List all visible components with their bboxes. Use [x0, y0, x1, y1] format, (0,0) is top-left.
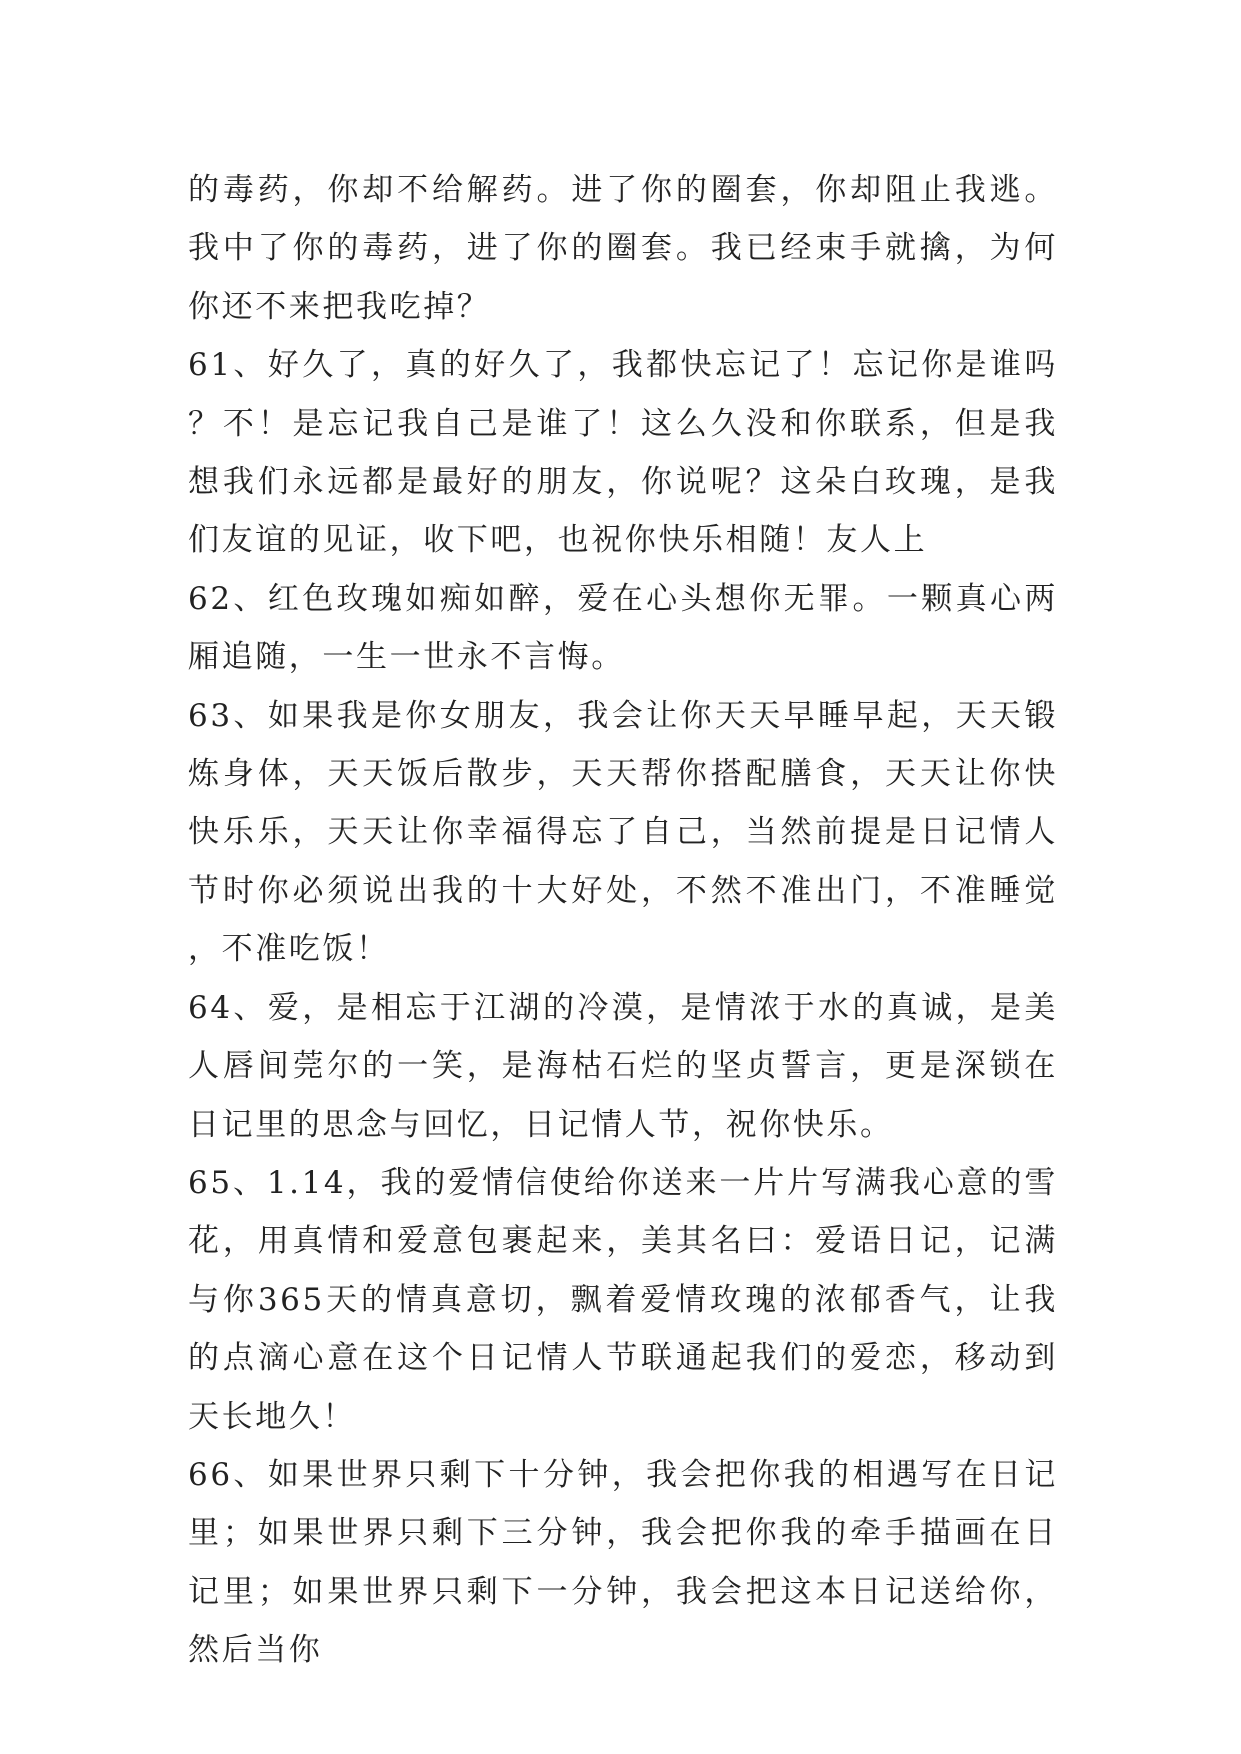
paragraph-continuation: 的毒药，你却不给解药。进了你的圈套，你却阻止我逃。我中了你的毒药，进了你的圈套。我已经束手就擒，为何你还不来把我吃掉？	[188, 172, 1058, 325]
paragraph-61: 61、好久了，真的好久了，我都快忘记了！忘记你是谁吗？不！是忘记我自己是谁了！这么久没和你联系，但是我想我们永远都是最好的朋友，你说呢？这朵白玫瑰，是我们友谊的见证，收下吧，也祝你快乐相随！友人上	[188, 347, 1058, 559]
paragraph-65: 65、1.14，我的爱情信使给你送来一片片写满我心意的雪花，用真情和爱意包裹起来，美其名曰：爱语日记，记满与你365天的情真意切，飘着爱情玫瑰的浓郁香气，让我的点滴心意在这个日记情人节联通起我们的爱恋，移动到天长地久！	[188, 1164, 1058, 1435]
paragraph-66: 66、如果世界只剩下十分钟，我会把你我的相遇写在日记里；如果世界只剩下三分钟，我会把你我的牵手描画在日记里；如果世界只剩下一分钟，我会把这本日记送给你，然后当你	[188, 1456, 1058, 1669]
paragraph-63: 63、如果我是你女朋友，我会让你天天早睡早起，天天锻炼身体，天天饭后散步，天天帮你搭配膳食，天天让你快快乐乐，天天让你幸福得忘了自己，当然前提是日记情人节时你必须说出我的十大好处，不然不准出门，不准睡觉，不准吃饭！	[188, 697, 1058, 968]
document-body	[188, 161, 1058, 1680]
paragraph-62: 62、红色玫瑰如痴如醉，爱在心头想你无罪。一颗真心两厢追随，一生一世永不言悔。	[188, 580, 1058, 676]
paragraph-64: 64、爱，是相忘于江湖的冷漠，是情浓于水的真诚，是美人唇间莞尔的一笑，是海枯石烂的坚贞誓言，更是深锁在日记里的思念与回忆，日记情人节，祝你快乐。	[188, 989, 1058, 1143]
